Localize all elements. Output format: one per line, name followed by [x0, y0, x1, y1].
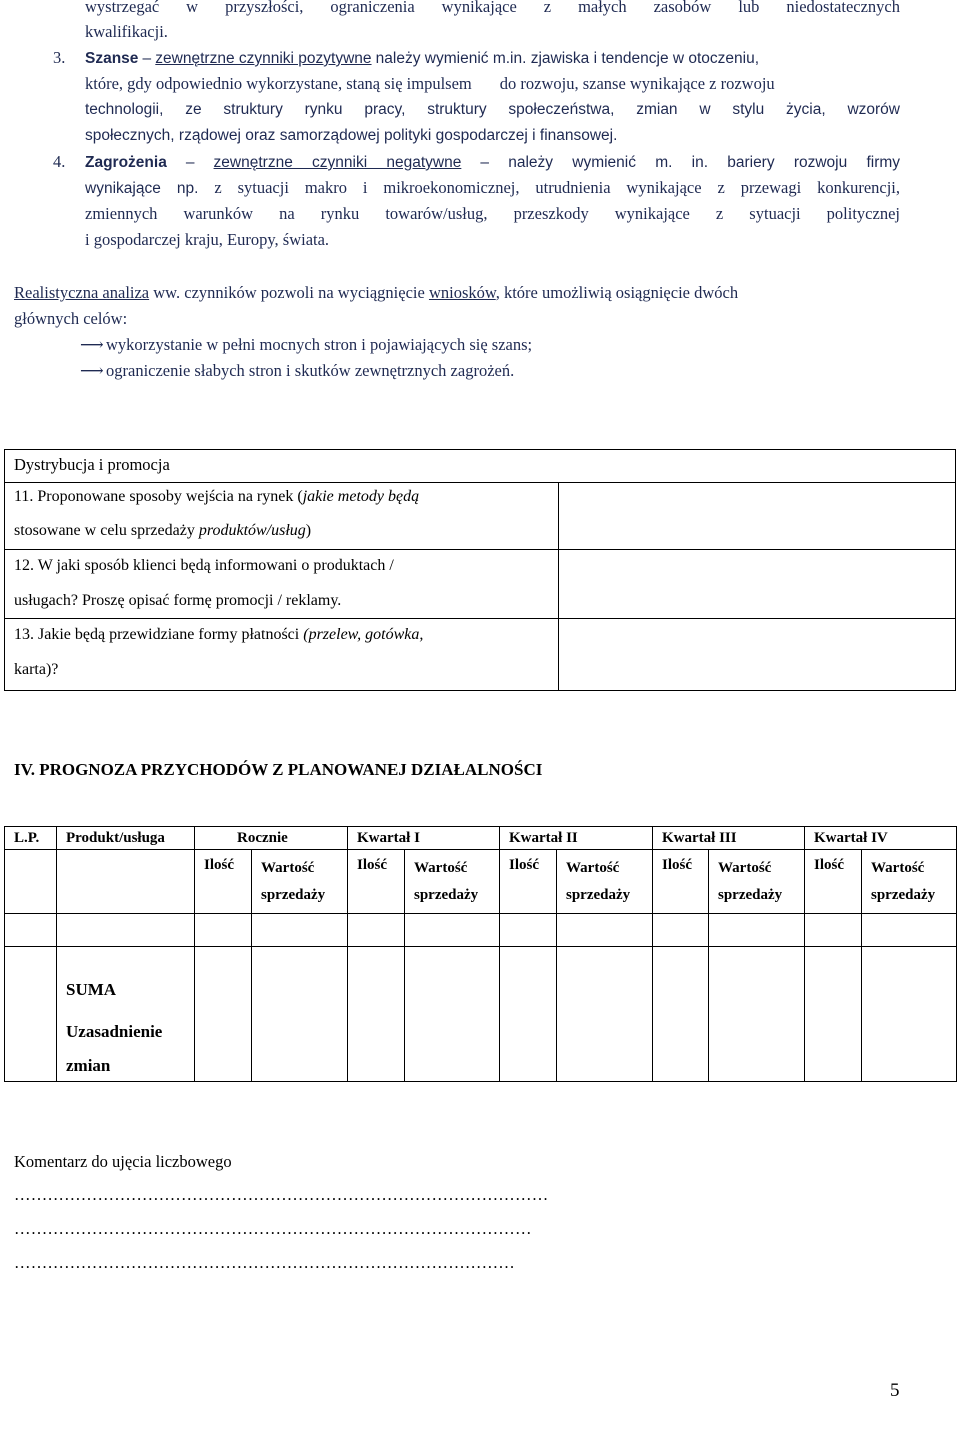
- item3-subtitle: zewnętrzne czynniki pozytywne: [155, 50, 372, 67]
- section-title: IV. PROGNOZA PRZYCHODÓW Z PLANOWANEJ DZIAŁALNOŚCI: [14, 760, 543, 779]
- comment-dotted-line[interactable]: …………………………………………………………………………………: [14, 1219, 532, 1238]
- text: do rozwoju, szanse wynikające z rozwoju: [499, 74, 775, 93]
- table-border: [4, 826, 957, 827]
- table-border: [556, 849, 557, 1081]
- text: ): [305, 522, 312, 539]
- table-border: [4, 449, 5, 690]
- header-q1: Kwartał I: [357, 830, 420, 846]
- text: stosowane w celu sprzedaży: [14, 522, 199, 539]
- text: Wartość: [718, 860, 772, 876]
- text: 11. Proponowane sposoby wejścia na rynek (: [14, 488, 303, 505]
- table-border: [4, 449, 956, 450]
- goal-item: [80, 332, 532, 358]
- text: – należy wymienić m. in. bariery rozwoju firmy: [480, 154, 901, 171]
- answer-field-12[interactable]: [559, 550, 955, 617]
- table-border: [404, 849, 405, 1081]
- question-11-cont: [14, 521, 311, 541]
- table-border: [251, 849, 252, 1081]
- item4-subtitle: zewnętrzne czynniki negatywne: [213, 154, 462, 171]
- item4-title: Zagrożenia: [85, 154, 167, 171]
- text: jakie metody będą: [302, 488, 420, 505]
- item3-title: Szanse: [85, 50, 139, 67]
- subheader-qty: Ilość: [814, 857, 844, 873]
- header-product: Produkt/usługa: [66, 830, 165, 846]
- table-border: [347, 826, 348, 1081]
- text-line: wystrzegać w przyszłości, ograniczenia wynikające z małych zasobów lub niedostatecznych: [85, 0, 900, 16]
- arrow-icon: ⟶: [80, 335, 104, 354]
- table-border: [194, 826, 195, 1081]
- table-cell-empty[interactable]: [57, 914, 194, 946]
- text-line: zmiennych warunków na rynku towarów/usług, przeszkody wynikające z sytuacji politycznej: [85, 204, 900, 223]
- text: ww. czynników pozwoli na wyciągnięcie: [149, 283, 429, 302]
- subheader-value: [261, 855, 325, 909]
- text: które, gdy odpowiednio wykorzystane, staną się impulsem: [85, 74, 472, 93]
- text: produktów/usług: [198, 522, 306, 539]
- uzasadnienie-label: [66, 1015, 162, 1083]
- dash: –: [142, 50, 152, 67]
- goal-item: [80, 358, 514, 384]
- table-border: [861, 849, 862, 1081]
- subheader-qty: Ilość: [662, 857, 692, 873]
- item-number: 3.: [53, 48, 66, 67]
- subheader-value: [871, 855, 935, 909]
- goal-text: ograniczenie słabych stron i skutków zewnętrznych zagrożeń.: [106, 361, 515, 380]
- text-line: kwalifikacji.: [85, 22, 168, 41]
- table-border: [4, 946, 957, 947]
- text: Wartość: [871, 860, 925, 876]
- analysis-line: [14, 280, 738, 306]
- text-line: społecznych, rządowej oraz samorządowej polityki gospodarczej i finansowej.: [85, 127, 618, 144]
- answer-field-13[interactable]: [559, 619, 955, 689]
- text: (przelew, gotówka,: [303, 626, 424, 643]
- question-11: [14, 487, 419, 507]
- text: Wartość: [414, 860, 468, 876]
- text-line: i gospodarczej kraju, Europy, świata.: [85, 230, 330, 249]
- table-border: [804, 826, 805, 1081]
- subheader-value: [414, 855, 478, 909]
- link-wnioskow: wniosków: [428, 283, 496, 302]
- comment-label: Komentarz do ujęcia liczbowego: [14, 1152, 232, 1171]
- text: , które umożliwią osiągnięcie dwóch: [495, 283, 739, 302]
- table-border: [4, 849, 957, 850]
- text: sprzedaży: [566, 887, 631, 903]
- table-border: [4, 690, 956, 691]
- subheader-value: [566, 855, 630, 909]
- table-heading: Dystrybucja i promocja: [14, 455, 170, 474]
- table-border: [955, 449, 956, 690]
- text-line: technologii, ze struktury rynku pracy, struktury społeczeństwa, zmian w stylu życia, wzorów: [85, 101, 900, 118]
- table-border: [708, 849, 709, 1081]
- goal-text: wykorzystanie w pełni mocnych stron i pojawiających się szans;: [106, 335, 533, 354]
- header-lp: L.P.: [14, 830, 40, 846]
- comment-dotted-line[interactable]: ………………………………………………………………………………: [14, 1253, 515, 1272]
- subheader-qty: Ilość: [204, 857, 234, 873]
- page-number: 5: [890, 1380, 900, 1401]
- header-q3: Kwartał III: [662, 830, 737, 846]
- question-12-cont: usługach? Proszę opisać formę promocji / reklamy.: [14, 592, 342, 609]
- dash: –: [185, 154, 195, 171]
- table-border: [499, 826, 500, 1081]
- link-realistyczna-analiza: Realistyczna analiza: [14, 283, 150, 302]
- text: 13. Jakie będą przewidziane formy płatności: [14, 626, 304, 643]
- answer-field-11[interactable]: [559, 483, 955, 548]
- text: zmian: [66, 1056, 111, 1075]
- text: Uzasadnienie: [66, 1022, 163, 1041]
- text-line: głównych celów:: [14, 309, 128, 328]
- text: wynikające np.: [85, 180, 199, 197]
- subheader-qty: Ilość: [509, 857, 539, 873]
- question-13: [14, 625, 423, 645]
- item-number: 4.: [53, 152, 66, 171]
- arrow-icon: ⟶: [80, 361, 104, 380]
- text: z sytuacji makro i mikroekonomicznej, utrudnienia wynikające z przewagi konkurencji,: [214, 178, 901, 197]
- header-annual: Rocznie: [237, 830, 288, 846]
- table-border: [4, 826, 5, 1081]
- text: sprzedaży: [718, 887, 783, 903]
- text: należy wymienić m.in. zjawiska i tendencje w otoczeniu,: [375, 50, 760, 67]
- table-border: [56, 826, 57, 1081]
- question-12: 12. W jaki sposób klienci będą informowani o produktach /: [14, 557, 394, 574]
- header-q2: Kwartał II: [509, 830, 578, 846]
- text: Wartość: [261, 860, 315, 876]
- item4-first-line: [85, 149, 900, 176]
- header-q4: Kwartał IV: [814, 830, 888, 846]
- text-line: [85, 71, 775, 97]
- text: sprzedaży: [871, 887, 936, 903]
- text: sprzedaży: [261, 887, 326, 903]
- suma-label: SUMA: [66, 980, 117, 999]
- text: sprzedaży: [414, 887, 479, 903]
- comment-dotted-line[interactable]: ……………………………………………………………………………………: [14, 1185, 549, 1204]
- item3-first-line: [85, 45, 759, 72]
- text-line: [85, 175, 900, 202]
- subheader-value: [718, 855, 782, 909]
- question-13-cont: karta)?: [14, 661, 59, 678]
- table-border: [956, 826, 957, 1081]
- text: Wartość: [566, 860, 620, 876]
- table-border: [652, 826, 653, 1081]
- subheader-qty: Ilość: [357, 857, 387, 873]
